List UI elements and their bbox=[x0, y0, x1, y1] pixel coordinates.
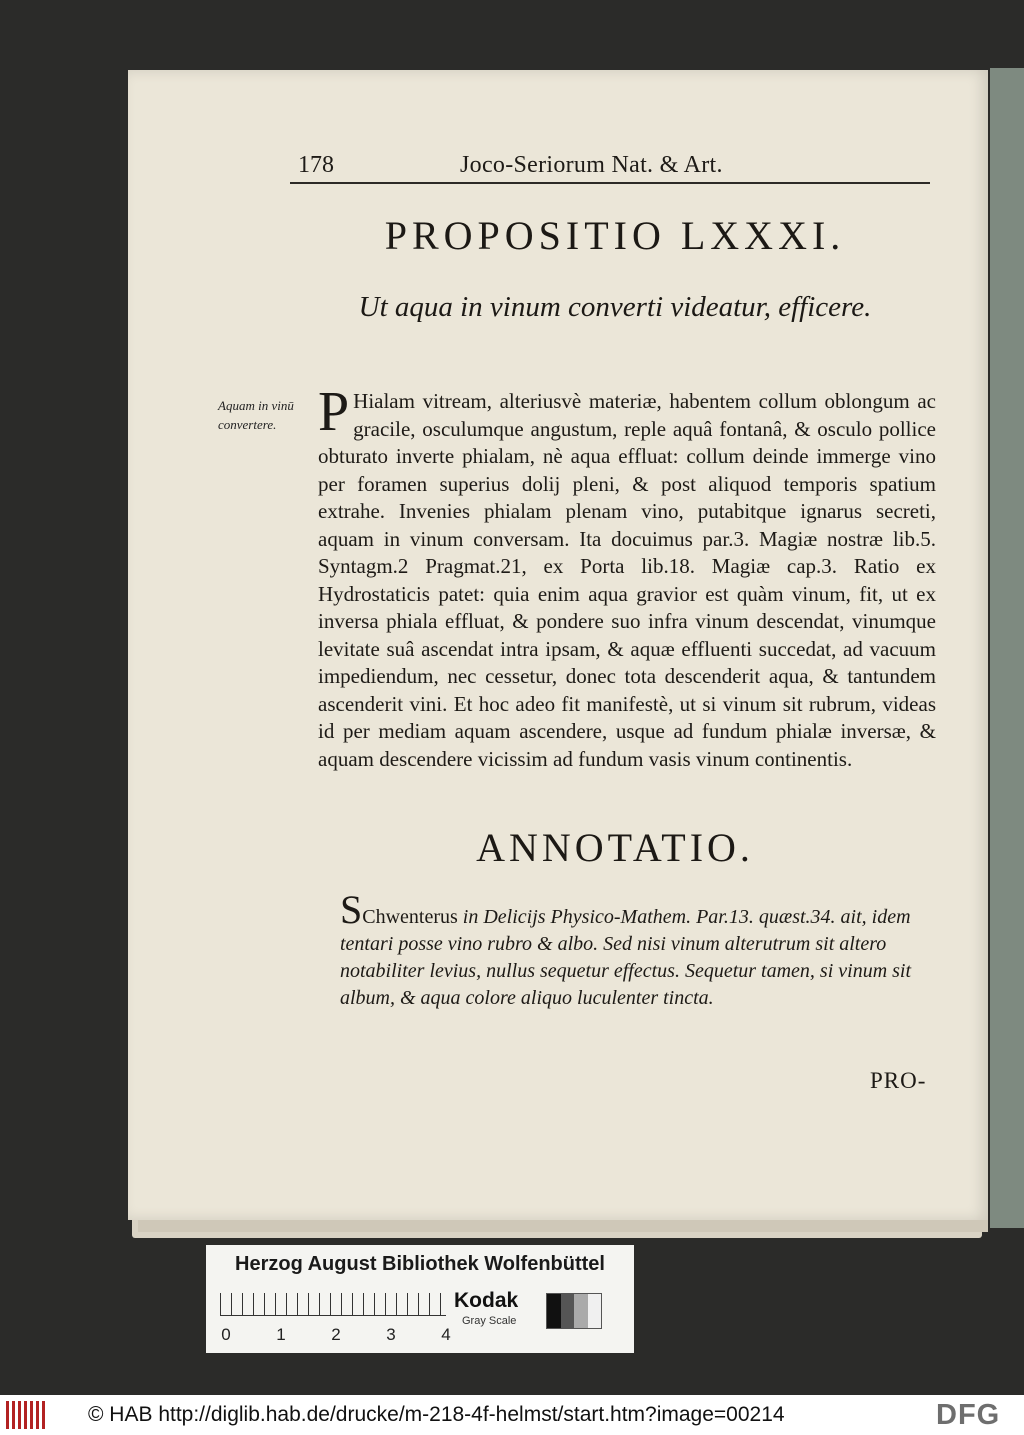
annotatio-drop-cap: S bbox=[340, 887, 363, 932]
catchword: PRO- bbox=[870, 1068, 927, 1093]
copyright-link[interactable]: © HAB http://diglib.hab.de/drucke/m-218-4f-helmst/start.htm?image=00214 bbox=[88, 1403, 785, 1426]
gray-patch bbox=[561, 1294, 575, 1328]
running-head bbox=[290, 152, 930, 184]
annotatio-body bbox=[340, 887, 940, 1012]
proposition-title: PROPOSITIO LXXXI. bbox=[384, 213, 846, 258]
library-name: Herzog August Bibliothek Wolfenbüttel bbox=[235, 1253, 605, 1275]
proposition-subtitle: Ut aqua in vinum converti videatur, efficere. bbox=[358, 291, 872, 323]
kodak-brand: Kodak bbox=[454, 1289, 519, 1312]
ruler-number: 2 bbox=[331, 1325, 341, 1344]
gray-patch bbox=[574, 1294, 588, 1328]
proposition-body bbox=[318, 381, 936, 773]
hab-logo-icon bbox=[6, 1401, 48, 1429]
gray-patch bbox=[547, 1294, 561, 1328]
annotatio-lead: Chwenterus bbox=[362, 906, 458, 928]
ruler-number: 3 bbox=[386, 1325, 396, 1344]
running-title: Joco-Seriorum Nat. & Art. bbox=[460, 152, 723, 178]
page-number: 178 bbox=[298, 152, 334, 178]
ruler bbox=[220, 1293, 446, 1316]
gray-scale-patches bbox=[546, 1293, 602, 1329]
ruler-number: 1 bbox=[276, 1325, 286, 1344]
gray-scale-label: Gray Scale bbox=[462, 1315, 517, 1327]
gray-patch bbox=[588, 1294, 602, 1328]
annotatio-title: ANNOTATIO. bbox=[476, 825, 754, 870]
ruler-number: 0 bbox=[221, 1325, 231, 1344]
annotatio-text: in Delicijs Physico-Mathem. Par.13. quæst.34. ait, idem tentari posse vino rubro & albo. Sed nisi vinum alterutrum sit altero notabiliter levius, nullus sequetur effectus. Sequetur tamen, si vinum sit album, & aqua colore aliquo luculenter tincta. bbox=[340, 906, 912, 1009]
margin-note: Aquam in vinū convertere. bbox=[218, 398, 294, 432]
drop-cap: P bbox=[318, 381, 350, 443]
footer-bar bbox=[0, 1395, 1024, 1435]
dfg-logo: DFG bbox=[936, 1399, 1001, 1431]
color-calibration-card bbox=[206, 1245, 634, 1353]
ruler-numbers bbox=[216, 1325, 456, 1345]
body-text: Hialam vitream, alteriusvè materiæ, habentem collum oblongum ac gracile, osculumque angustum, reple aquâ fontanâ, & osculo pollice obturato inverte phialam, nè aqua effluat: collum deinde immerge vino per foramen superius dolij pleni, & post aliquod temporis spatium extrahe. Invenies phialam plenam vino, putabitque ignarus secreti, aquam in vinum conversam. Ita docuimus par.3. Magiæ nostræ lib.5. Syntagm.2 Pragmat.21, ex Porta lib.18. Magiæ cap.3. Ratio ex Hydrostaticis patet: quia enim aqua gravior est quàm vinum, fit, ut ex inversa phiala effluat, & pondere suo infra vinum descendat, vinumque levitate suâ ascendat intra ipsam, & aquæ effluenti succedat, ad vacuum impediendum, nec cessetur, donec tota descenderit aqua, & tantundem ascenderit vini. Et hoc adeo fit manifestè, ut si vinum sit rubrum, videas id per mediam aquam ascendere, usque ad fundum phialæ inversæ, & aquam descendere vicissim ad fundum vasis vinum continentis. bbox=[318, 389, 936, 771]
facing-page-edge bbox=[990, 68, 1024, 1228]
ruler-number: 4 bbox=[441, 1325, 451, 1344]
